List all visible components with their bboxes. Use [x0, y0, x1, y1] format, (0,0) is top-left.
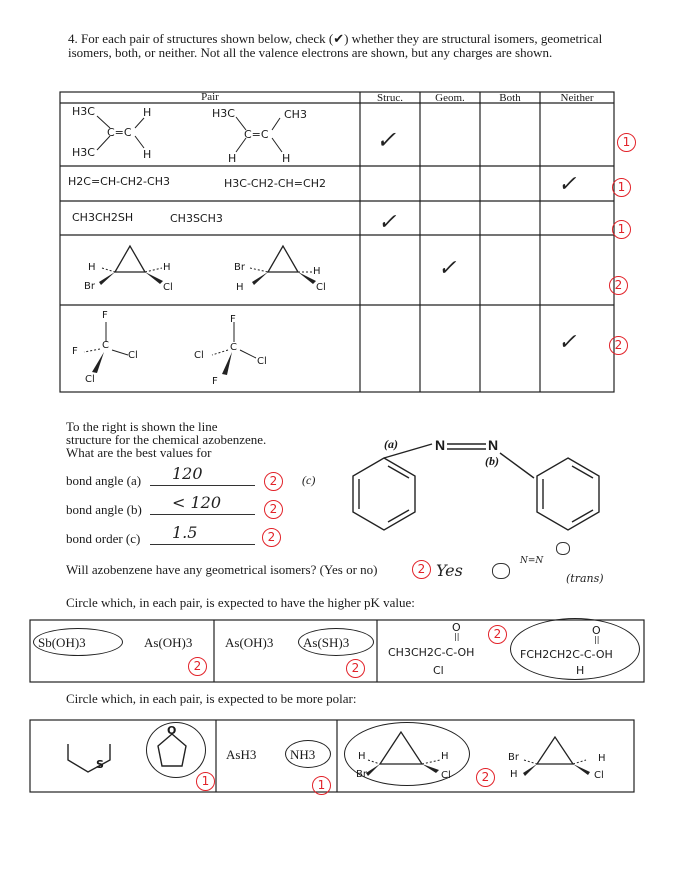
pk-acid1-dbl: ||: [454, 632, 460, 641]
r4b-cl: Cl: [316, 282, 326, 293]
pk-acid2: FCH2CH2C-C-OH: [520, 648, 613, 661]
r4-cl: Cl: [163, 282, 173, 293]
pk-asoh3: As(OH)3: [144, 635, 193, 650]
score-bond-order: 2: [262, 528, 281, 547]
field-angle-b-label: bond angle (b): [66, 502, 142, 517]
header-pair: Pair: [201, 91, 219, 103]
azo-n1: N: [435, 437, 446, 453]
pk-acid1: CH3CH2C-C-OH: [388, 646, 475, 659]
pk-asoh3-b: As(OH)3: [225, 635, 274, 650]
geom-sketch-ring1: [492, 563, 510, 579]
polar-c2-br: Br: [508, 752, 519, 763]
geom-sketch-ring2: [556, 542, 570, 555]
r5-f2: F: [72, 346, 78, 357]
question-4-intro: 4. For each pair of structures shown below, check (✔) whether they are structural isomers, geometrical isomers, both, or neither. Not all the valence electrons are shown, but any charges are shown.: [68, 31, 603, 60]
field-angle-b-line: [150, 493, 255, 515]
r5b-cl: Cl: [194, 350, 204, 361]
r5b-f2: F: [212, 376, 218, 387]
r4b-br: Br: [234, 262, 245, 273]
azo-label-c: (c): [302, 473, 316, 487]
polar-thf-o: O: [167, 724, 177, 737]
field-bond-order-label: bond order (c): [66, 531, 141, 546]
score-pk-2: 2: [346, 659, 365, 678]
geom-trans: (trans): [566, 572, 604, 585]
score-angle-a: 2: [264, 472, 283, 491]
pk-prompt: Circle which, in each pair, is expected to have the higher pK value:: [66, 595, 415, 610]
r3-right: CH3SCH3: [170, 212, 223, 225]
pk-sboh3: Sb(OH)3: [38, 635, 86, 650]
r1b-h3c: H3C: [212, 107, 235, 120]
polar-c1-h: H: [358, 751, 366, 762]
r1b-ch3: CH3: [284, 108, 307, 121]
geom-question: Will azobenzene have any geometrical isomers? (Yes or no): [66, 562, 378, 577]
check-row3: ✓: [378, 210, 397, 235]
score-geom: 2: [412, 560, 431, 579]
r1b-cc: C=C: [244, 128, 269, 141]
azo-label-a: (a): [384, 437, 398, 451]
field-bond-order-answer: 1.5: [172, 523, 198, 542]
r1-cc: C=C: [107, 126, 132, 139]
r5b-f: F: [230, 314, 236, 325]
r3-left: CH3CH2SH: [72, 211, 134, 224]
azo-n2: N: [488, 437, 499, 453]
polar-c1-h2: H: [441, 751, 449, 762]
pk-acid1-cl: Cl: [433, 664, 444, 677]
r5-cl: Cl: [128, 350, 138, 361]
check-row2: ✓: [558, 172, 577, 197]
r5b-c: C: [230, 342, 237, 353]
score-pk-1: 2: [188, 657, 207, 676]
r2-left: H2C=CH-CH2-CH3: [68, 175, 170, 188]
polar-prompt: Circle which, in each pair, is expected to be more polar:: [66, 691, 357, 706]
azo-para-line2: structure for the chemical azobenzene.: [66, 432, 267, 447]
r4-h2: H: [163, 262, 171, 273]
r4b-h: H: [236, 282, 244, 293]
polar-c2-h2: H: [598, 753, 606, 764]
pk-acid2-dbl: ||: [594, 635, 600, 644]
azo-para-line3: What are the best values for: [66, 445, 212, 460]
score-row2: 1: [612, 178, 631, 197]
score-row1: 1: [617, 133, 636, 152]
score-angle-b: 2: [264, 500, 283, 519]
r5-c: C: [102, 340, 109, 351]
r1-h3c-bot: H3C: [72, 146, 95, 159]
r1-h-top: H: [143, 106, 152, 119]
field-angle-a-label: bond angle (a): [66, 473, 142, 488]
r1-h3c-top: H3C: [72, 105, 95, 118]
polar-thiolane-s: S: [96, 758, 104, 771]
r5-cl2: Cl: [85, 374, 95, 385]
azo-label-b: (b): [485, 454, 499, 468]
check-row4: ✓: [438, 256, 457, 281]
r4-br: Br: [84, 281, 95, 292]
r1b-h1: H: [228, 152, 237, 165]
header-geom: Geom.: [435, 92, 465, 104]
r4-h: H: [88, 262, 96, 273]
score-polar-1: 1: [196, 772, 215, 791]
polar-c1-br: Br: [356, 769, 367, 780]
score-row4: 2: [609, 276, 628, 295]
score-row5: 2: [609, 336, 628, 355]
header-both: Both: [499, 92, 521, 104]
r4b-h2: H: [313, 266, 321, 277]
geom-sketch-label: N=N: [520, 556, 544, 566]
pk-acid2-o: O: [592, 624, 601, 637]
azo-para-line1: To the right is shown the line: [66, 419, 218, 434]
polar-nh3: NH3: [290, 747, 316, 762]
field-angle-b-answer: < 120: [172, 493, 222, 512]
geom-answer: Yes: [436, 561, 463, 580]
score-polar-3: 2: [476, 768, 495, 787]
r1-h-bot: H: [143, 148, 152, 161]
header-neither: Neither: [560, 92, 594, 104]
field-angle-a-line: [150, 464, 255, 486]
score-row3: 1: [612, 220, 631, 239]
polar-c1-cl: Cl: [441, 770, 451, 781]
header-struc: Struc.: [377, 92, 403, 104]
r1b-h2: H: [282, 152, 291, 165]
pk-assh3: As(SH)3: [303, 635, 350, 650]
score-pk-3: 2: [488, 625, 507, 644]
score-polar-2: 1: [312, 776, 331, 795]
check-row1: ✓: [376, 126, 397, 154]
pk-acid2-h: H: [576, 664, 585, 677]
polar-ash3: AsH3: [226, 747, 257, 762]
r2-right: H3C-CH2-CH=CH2: [224, 177, 326, 190]
check-row5: ✓: [558, 330, 577, 355]
pk-acid1-o: O: [452, 621, 461, 634]
r5-f: F: [102, 310, 108, 321]
polar-c2-h: H: [510, 769, 518, 780]
field-angle-a-answer: 120: [172, 464, 203, 483]
polar-c2-cl: Cl: [594, 770, 604, 781]
r5b-cl2: Cl: [257, 356, 267, 367]
field-bond-order-line: [150, 523, 255, 545]
